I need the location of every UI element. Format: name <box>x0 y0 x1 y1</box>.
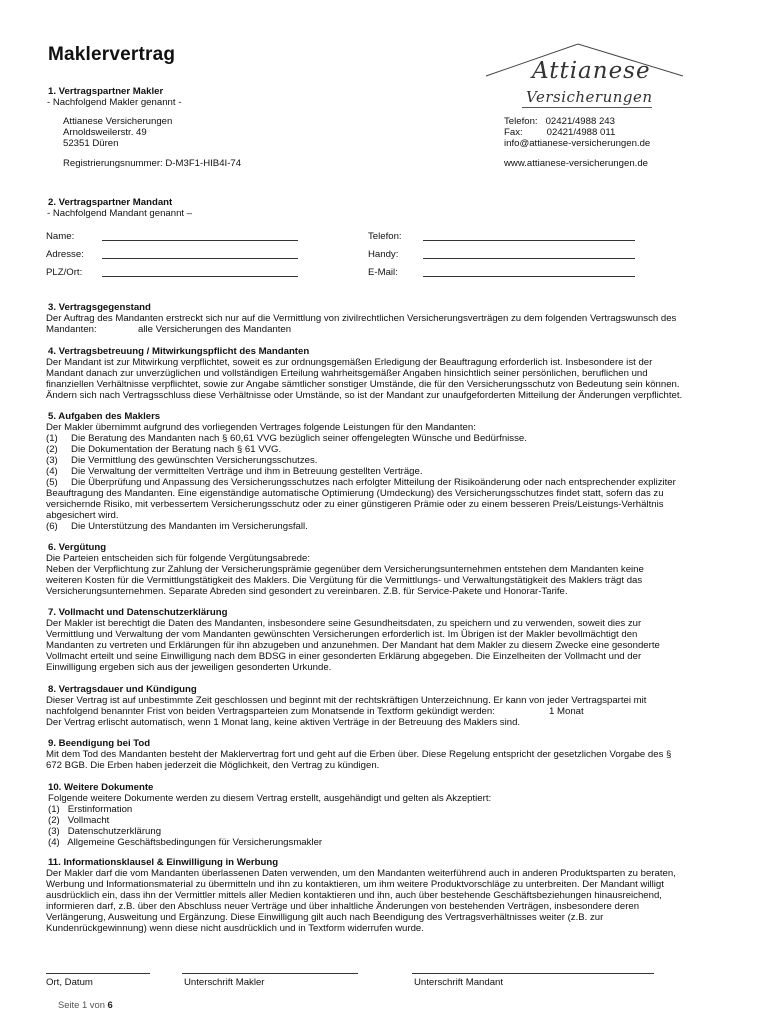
section-4-line-3: finanziellen Verhältnisse verpflichtet, sowie zur Angabe sämtlicher sonstiger Umstände, die für den Versicherungsschutz von Bedeutung sein können. <box>46 379 680 390</box>
client-name-field[interactable] <box>102 240 298 241</box>
section-9-line-2: 672 BGB. Die Erben haben jederzeit die Möglichkeit, den Vertrag zu kündigen. <box>46 760 380 771</box>
section-5-item: (4) Die Verwaltung der vermittelten Verträge und ihm in Betreuung gestellten Verträge. <box>46 466 423 477</box>
client-name-label: Name: <box>46 231 75 242</box>
client-signature-line[interactable] <box>412 973 654 974</box>
section-3-heading: 3. Vertragsgegenstand <box>48 302 151 313</box>
section-7-line: Vollmacht erteilt und seine Einwilligung nach dem BDSG in einer gesonderten Erklärung abgegeben. Die Einzelheiten der Vollmacht und der <box>46 651 642 662</box>
section-6-heading: 6. Vergütung <box>48 542 107 553</box>
section-4-line-2: Mandant danach zur unverzüglichen und vollständigen Erteilung wahrheitsgemäßer Angaben hinsichtlich seiner persönlichen, beruflichen und <box>46 368 648 379</box>
broker-phone: Telefon: 02421/4988 243 <box>504 116 615 127</box>
client-mobile-label: Handy: <box>368 249 399 260</box>
broker-website: www.attianese-versicherungen.de <box>504 158 648 169</box>
broker-signature-line[interactable] <box>182 973 358 974</box>
section-10-item: (3) Datenschutzerklärung <box>48 826 162 837</box>
logo-text-main: Attianese <box>532 58 651 84</box>
broker-signature-label: Unterschrift Makler <box>184 977 265 988</box>
section-8-line-2: nachfolgend benannter Frist von beiden Vertragsparteien zum Monatsende in Textform gekündigt werden: <box>46 706 495 717</box>
client-email-field[interactable] <box>423 276 635 277</box>
notice-period-value: 1 Monat <box>549 706 584 717</box>
section-9-line-1: Mit dem Tod des Mandanten besteht der Maklervertrag fort und geht auf die Erben über. Diese Regelung entspricht der gesetzlichen Vorgabe des § <box>46 749 672 760</box>
section-6-line: Neben der Verpflichtung zur Zahlung der Versicherungsprämie gegenüber dem Versicherungsunternehmen entstehen dem Mandanten keine <box>46 564 644 575</box>
section-4-line-1: Der Mandant ist zur Mitwirkung verpflichtet, soweit es zur ordnungsgemäßen Erledigung der Beauftragung erforderlich ist. Insbesondere ist der <box>46 357 653 368</box>
page-total: 6 <box>107 999 113 1010</box>
section-11-line: Der Makler darf die vom Mandanten überlassenen Daten verwenden, um den Mandanten weiterführend auch in anderen Produktsparten zu beraten, <box>46 868 676 879</box>
section-11-line: ausdrücklich ein, dass ihn der Vermittler mittels aller Medien kontaktieren und ihn, auch über bestehende Geschäftsbeziehungen hinausreichend, <box>46 890 662 901</box>
section-10-intro: Folgende weitere Dokumente werden zu diesem Vertrag erstellt, ausgehändigt und gelten als Akzeptiert: <box>48 793 492 804</box>
logo-text-sub: Versicherungen <box>526 88 653 106</box>
broker-street: Arnoldsweilerstr. 49 <box>63 127 147 138</box>
section-6-line: Die Parteien entscheiden sich für folgende Vergütungsabrede: <box>46 553 311 564</box>
broker-email: info@attianese-versicherungen.de <box>504 138 651 149</box>
client-zip-label: PLZ/Ort: <box>46 267 83 278</box>
place-date-signature-line[interactable] <box>46 973 150 974</box>
section-11-line: Kundenrückgewinnung) wenn diese nicht ausdrücklich und in Textform widerrufen wurde. <box>46 923 424 934</box>
section-5-item-cont: versichernde Risiko, mit verbessertem Versicherungsschutz oder zu einer günstigeren Prämie oder zu einem besseren Preis/Leistungs-Verhältnis <box>46 499 664 510</box>
section-10-item: (4) Allgemeine Geschäftsbedingungen für Versicherungsmakler <box>48 837 323 848</box>
client-zip-field[interactable] <box>102 276 298 277</box>
section-3-line-2-value: alle Versicherungen des Mandanten <box>138 324 292 335</box>
section-5-item: (1) Die Beratung des Mandanten nach § 60,61 VVG bezüglich seiner offengelegten Wünsche und Bedürfnisse. <box>46 433 527 444</box>
section-8-heading: 8. Vertragsdauer und Kündigung <box>48 684 197 695</box>
client-phone-field[interactable] <box>423 240 635 241</box>
section-7-line: Vermittlung und Verwaltung der vom Mandanten gewünschten Versicherungen erforderlich ist. Im Übrigen ist der Makler bevollmächtigt den <box>46 629 638 640</box>
section-5-item-cont: abgesichert wird. <box>46 510 119 521</box>
section-2-sub: - Nachfolgend Mandant genannt – <box>47 208 193 219</box>
section-9-heading: 9. Beendigung bei Tod <box>48 738 151 749</box>
section-7-line: Mandanten zu vertreten und Erklärungen für ihn abzugeben und anzunehmen. Der Mandant hat dem Makler zu diesem Zwecke eine gesonderte <box>46 640 660 651</box>
section-5-item-cont: Beauftragung des Mandanten. Eine eigenständige automatische Optimierung (Umdeckung) des Versicherungsschutzes findet statt, sofern das zu <box>46 488 664 499</box>
section-5-item: (2) Die Dokumentation der Beratung nach § 61 VVG. <box>46 444 282 455</box>
page-number <box>58 999 113 1010</box>
client-signature-label: Unterschrift Mandant <box>414 977 504 988</box>
section-3-line-2-label: Mandanten: <box>46 324 97 335</box>
section-6-line: Versicherungsunternehmen. Separate Abreden sind gesondert zu vereinbaren. Z.B. für Service-Pakete und Honorar-Tarife. <box>46 586 568 597</box>
section-5-item: (3) Die Vermittlung des gewünschten Versicherungsschutzes. <box>46 455 318 466</box>
section-10-heading: 10. Weitere Dokumente <box>48 782 154 793</box>
section-11-line: Werbung und Informationsmaterial zu übermitteln und ihn zu kontaktieren, um ihm weitere Produktvorschläge zu unterbreiten. Der Mandant willigt <box>46 879 664 890</box>
section-2-heading: 2. Vertragspartner Mandant <box>48 197 173 208</box>
page-number-prefix: Seite 1 von <box>58 999 108 1010</box>
section-3-line-1: Der Auftrag des Mandanten erstreckt sich nur auf die Vermittlung von zivilrechtlichen Versicherungsverträgen zu dem folgenden Vertragswunsch des <box>46 313 677 324</box>
section-4-line-4: Ändern sich nach Vertragsschluss diese Verhältnisse oder Umstände, so ist der Mandant zur unaufgeforderten Mitteilung der Änderungen verpflichtet. <box>46 390 683 401</box>
section-10-item: (2) Vollmacht <box>48 815 110 826</box>
section-5-intro: Der Makler übernimmt aufgrund des vorliegenden Vertrages folgende Leistungen für den Mandanten: <box>46 422 476 433</box>
section-7-heading: 7. Vollmacht und Datenschutzerklärung <box>48 607 228 618</box>
section-5-heading: 5. Aufgaben des Maklers <box>48 411 161 422</box>
place-date-label: Ort, Datum <box>46 977 93 988</box>
client-address-field[interactable] <box>102 258 298 259</box>
logo-underline <box>522 107 652 108</box>
client-mobile-field[interactable] <box>423 258 635 259</box>
section-6-line: weiteren Kosten für die Vermittlungstätigkeit des Maklers. Die Vergütung für die Vermittlungs- und Verwaltungstätigkeit des Maklers trägt das <box>46 575 643 586</box>
section-1-heading: 1. Vertragspartner Makler <box>48 86 164 97</box>
section-5-item: (5) Die Überprüfung und Anpassung des Versicherungsschutzes nach erfolgter Mitteilung der Risikoänderung oder nach entsprechender expliziter <box>46 477 676 488</box>
section-1-sub: - Nachfolgend Makler genannt - <box>47 97 182 108</box>
section-4-heading: 4. Vertragsbetreuung / Mitwirkungspflicht des Mandanten <box>48 346 310 357</box>
section-7-line: Einwilligung ergeben sich aus der jeweiligen gesonderten Urkunde. <box>46 662 332 673</box>
broker-fax: Fax: 02421/4988 011 <box>504 127 616 138</box>
section-7-line: Der Makler ist berechtigt die Daten des Mandanten, insbesondere seine Gesundheitsdaten, zu speichern und zu verwenden, soweit dies zur <box>46 618 642 629</box>
client-address-label: Adresse: <box>46 249 84 260</box>
broker-name: Attianese Versicherungen <box>63 116 173 127</box>
page-title: Maklervertrag <box>48 44 176 65</box>
section-11-heading: 11. Informationsklausel & Einwilligung in Werbung <box>48 857 279 868</box>
section-11-line: Verlängerung, Ausweitung und Ergänzung. Diese Einwilligung gilt auch nach Beendigung des Vertragsverhältnisses weiter (z.B. zur <box>46 912 604 923</box>
broker-registration: Registrierungsnummer: D-M3F1-HIB4I-74 <box>63 158 242 169</box>
section-8-line-3: Der Vertrag erlischt automatisch, wenn 1 Monat lang, keine aktiven Verträge in der Betreuung des Maklers sind. <box>46 717 521 728</box>
section-5-item: (6) Die Unterstützung des Mandanten im Versicherungsfall. <box>46 521 308 532</box>
section-10-item: (1) Erstinformation <box>48 804 133 815</box>
client-email-label: E-Mail: <box>368 267 398 278</box>
broker-city: 52351 Düren <box>63 138 119 149</box>
section-8-line-1: Dieser Vertrag ist auf unbestimmte Zeit geschlossen und beginnt mit der rechtskräftigen Unterzeichnung. Er kann von jeder Vertragspartei mit <box>46 695 647 706</box>
section-11-line: informieren darf, z.B. über den Abschluss neuer Verträge und über inhaltliche Änderungen von bestehenden Verträgen, insbesondere deren <box>46 901 640 912</box>
client-phone-label: Telefon: <box>368 231 402 242</box>
